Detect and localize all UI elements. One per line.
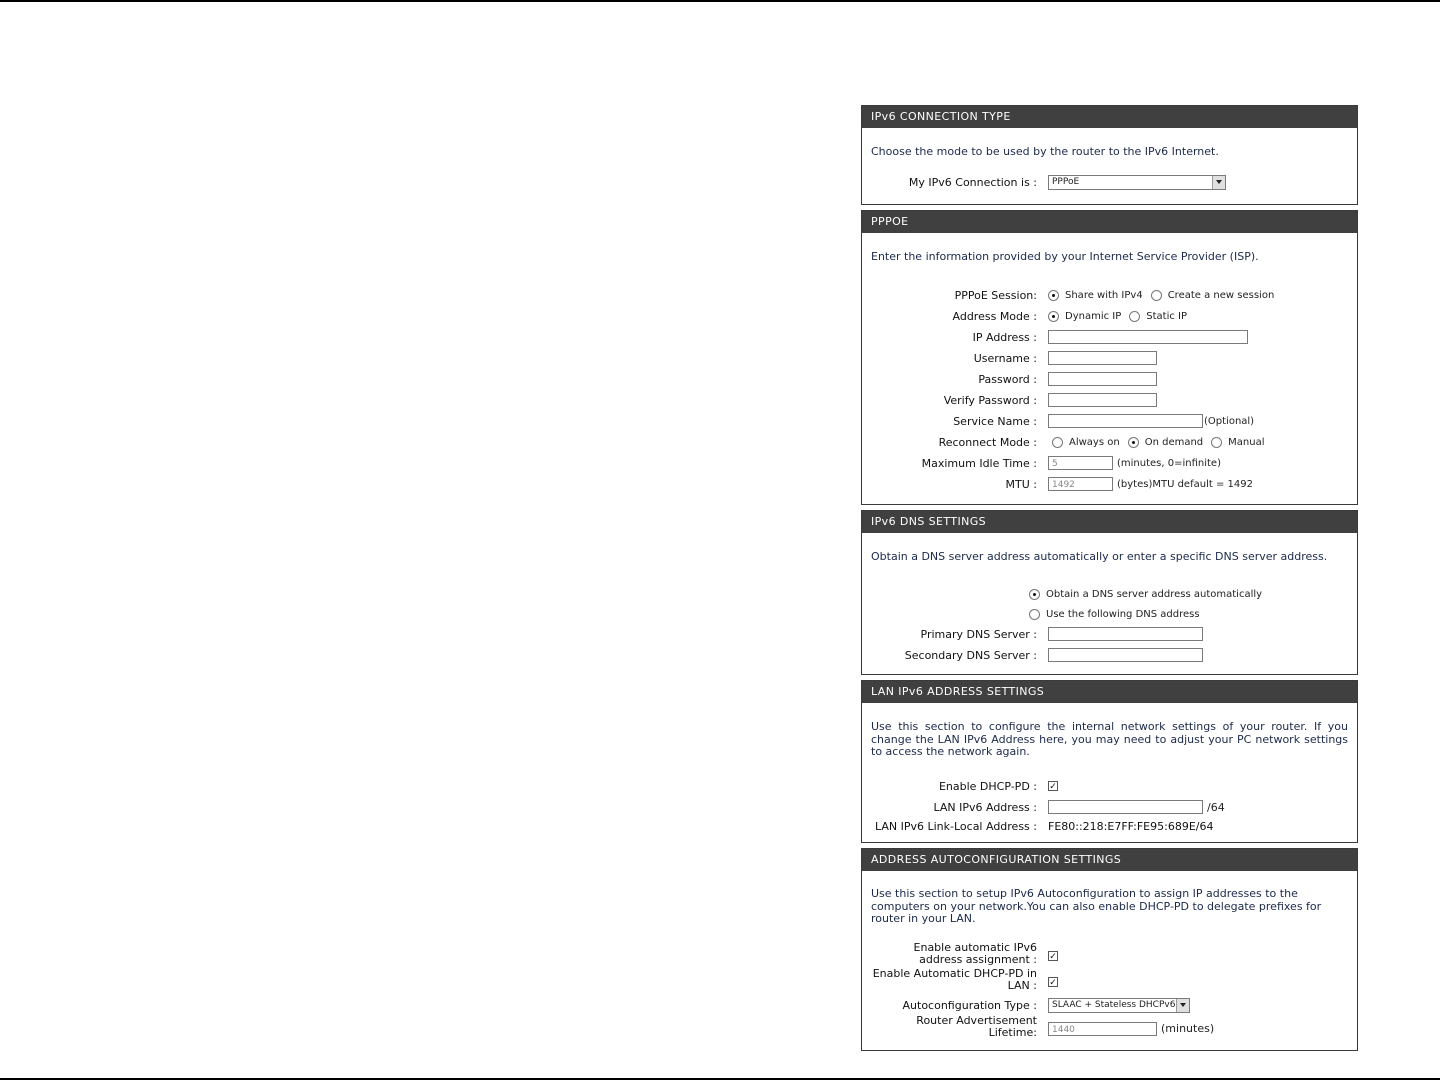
enable-dhcp-pd-lan-checkbox[interactable]: ✓ — [1049, 977, 1057, 988]
ra-lifetime-row — [862, 1013, 1357, 1042]
section-connection-type — [861, 105, 1358, 205]
radio-static-ip-label: Static IP — [1146, 310, 1188, 322]
radio-dns-auto[interactable] — [1029, 589, 1040, 600]
section-header: IPv6 DNS SETTINGS — [862, 511, 1357, 533]
connection-type-value: PPPoE — [1052, 177, 1080, 187]
password-row — [862, 369, 1357, 390]
mtu-row — [862, 474, 1357, 495]
connection-type-select[interactable] — [1048, 175, 1226, 190]
connection-row — [862, 172, 1357, 193]
password-input[interactable] — [1048, 372, 1157, 386]
chevron-down-icon[interactable] — [1176, 999, 1189, 1012]
idle-time-row — [862, 453, 1357, 474]
radio-share-ipv4-label: Share with IPv4 — [1065, 289, 1143, 301]
lan-address-suffix: /64 — [1207, 800, 1225, 814]
idle-time-suffix: (minutes, 0=infinite) — [1117, 457, 1221, 469]
radio-manual-label: Manual — [1228, 436, 1265, 448]
bottom-rule — [0, 1078, 1440, 1080]
settings-panel — [861, 105, 1358, 1056]
ra-lifetime-input[interactable]: 1440 — [1048, 1022, 1157, 1036]
dns-auto-row — [862, 584, 1357, 604]
secondary-dns-input[interactable] — [1048, 648, 1203, 662]
address-mode-label: Address Mode : — [952, 309, 1037, 323]
lan-address-row — [862, 797, 1357, 818]
dhcp-pd-checkbox[interactable]: ✓ — [1049, 782, 1057, 792]
section-header: PPPOE — [862, 211, 1357, 233]
idle-time-label: Maximum Idle Time : — [921, 456, 1037, 470]
section-header: IPv6 CONNECTION TYPE — [862, 106, 1357, 128]
username-label: Username : — [973, 351, 1037, 365]
ra-lifetime-label — [916, 1013, 1037, 1039]
verify-password-label: Verify Password : — [943, 393, 1037, 407]
radio-on-demand[interactable] — [1128, 437, 1139, 448]
section-header: ADDRESS AUTOCONFIGURATION SETTINGS — [862, 849, 1357, 871]
lan-address-label: LAN IPv6 Address : — [933, 800, 1037, 814]
secondary-dns-row — [862, 645, 1357, 666]
radio-static-ip[interactable] — [1129, 311, 1140, 322]
connection-label: My IPv6 Connection is : — [908, 175, 1037, 189]
enable-dhcp-pd-lan-label-line1: Enable Automatic DHCP-PD in — [872, 966, 1037, 980]
dhcp-pd-label: Enable DHCP-PD : — [938, 779, 1037, 793]
enable-dhcp-pd-lan-row — [862, 966, 1357, 995]
autoconf-type-row — [862, 995, 1357, 1016]
enable-auto-label — [913, 940, 1037, 966]
mtu-label: MTU : — [1005, 477, 1037, 491]
radio-dynamic-ip[interactable] — [1048, 311, 1059, 322]
section-pppoe — [861, 210, 1358, 505]
address-mode-row — [862, 306, 1357, 327]
enable-auto-label-line1: Enable automatic IPv6 — [913, 940, 1037, 954]
section-description: Choose the mode to be used by the router to the IPv6 Internet. — [871, 145, 1219, 158]
radio-new-session[interactable] — [1151, 290, 1162, 301]
enable-auto-checkbox[interactable]: ✓ — [1049, 951, 1057, 962]
ip-address-input[interactable] — [1048, 330, 1248, 344]
ip-address-row — [862, 327, 1357, 348]
enable-auto-label-line2: address assignment : — [919, 952, 1037, 966]
section-dns — [861, 510, 1358, 675]
radio-always-on[interactable] — [1052, 437, 1063, 448]
enable-dhcp-pd-lan-label — [872, 966, 1037, 992]
link-local-label: LAN IPv6 Link-Local Address : — [874, 819, 1037, 833]
radio-new-session-label: Create a new session — [1167, 289, 1275, 301]
radio-on-demand-label: On demand — [1144, 436, 1204, 448]
link-local-row — [862, 818, 1357, 836]
primary-dns-label: Primary DNS Server : — [920, 627, 1037, 641]
radio-dns-manual-label: Use the following DNS address — [1046, 608, 1200, 620]
link-local-value: FE80::218:E7FF:FE95:689E/64 — [1048, 820, 1214, 833]
username-row — [862, 348, 1357, 369]
reconnect-mode-row — [862, 432, 1357, 453]
enable-dhcp-pd-lan-label-line2: LAN : — [1007, 978, 1037, 992]
verify-password-input[interactable] — [1048, 393, 1157, 407]
section-header: LAN IPv6 ADDRESS SETTINGS — [862, 681, 1357, 703]
autoconf-type-value: SLAAC + Stateless DHCPv6 — [1052, 1000, 1176, 1010]
idle-time-input[interactable]: 5 — [1048, 456, 1113, 470]
top-rule — [0, 0, 1440, 2]
pppoe-session-label: PPPoE Session: — [954, 288, 1037, 302]
section-description: Enter the information provided by your Internet Service Provider (ISP). — [871, 250, 1259, 263]
password-label: Password : — [978, 372, 1037, 386]
primary-dns-input[interactable] — [1048, 627, 1203, 641]
secondary-dns-label: Secondary DNS Server : — [904, 648, 1037, 662]
enable-auto-row — [862, 940, 1357, 969]
autoconf-type-select[interactable] — [1048, 998, 1190, 1013]
ra-lifetime-label-line2: Lifetime: — [988, 1025, 1037, 1039]
mtu-suffix: (bytes)MTU default = 1492 — [1117, 478, 1253, 490]
primary-dns-row — [862, 624, 1357, 645]
mtu-input[interactable]: 1492 — [1048, 477, 1113, 491]
service-name-suffix: (Optional) — [1204, 415, 1255, 427]
service-name-input[interactable] — [1048, 414, 1203, 428]
lan-address-input[interactable] — [1048, 800, 1203, 814]
ra-lifetime-label-line1: Router Advertisement — [916, 1013, 1037, 1027]
pppoe-session-row — [862, 285, 1357, 306]
section-description: Use this section to setup IPv6 Autoconfiguration to assign IP addresses to the computers on your network.You can also enable DHCP-PD to delegate prefixes for router in your LAN. — [871, 887, 1322, 925]
section-autoconfig — [861, 848, 1358, 1051]
ip-address-label: IP Address : — [972, 330, 1037, 344]
service-name-label: Service Name : — [953, 414, 1037, 428]
username-input[interactable] — [1048, 351, 1157, 365]
radio-share-ipv4[interactable] — [1048, 290, 1059, 301]
service-name-row — [862, 411, 1357, 432]
radio-always-on-label: Always on — [1069, 436, 1120, 448]
ra-lifetime-suffix: (minutes) — [1161, 1022, 1215, 1035]
section-description: Use this section to configure the internal network settings of your router. If you change the LAN IPv6 Address here, you may need to adjust your PC network settings to access the network again. — [871, 720, 1348, 758]
radio-manual[interactable] — [1211, 437, 1222, 448]
radio-dns-auto-label: Obtain a DNS server address automatically — [1046, 588, 1263, 600]
reconnect-mode-label: Reconnect Mode : — [938, 435, 1037, 449]
verify-password-row — [862, 390, 1357, 411]
section-lan — [861, 680, 1358, 843]
dns-manual-row — [862, 604, 1357, 624]
chevron-down-icon[interactable] — [1212, 176, 1225, 189]
radio-dynamic-ip-label: Dynamic IP — [1065, 310, 1122, 322]
radio-dns-manual[interactable] — [1029, 609, 1040, 620]
section-description: Obtain a DNS server address automatically or enter a specific DNS server address. — [871, 550, 1328, 563]
autoconf-type-label: Autoconfiguration Type : — [902, 998, 1037, 1012]
dhcp-pd-row — [862, 776, 1357, 797]
